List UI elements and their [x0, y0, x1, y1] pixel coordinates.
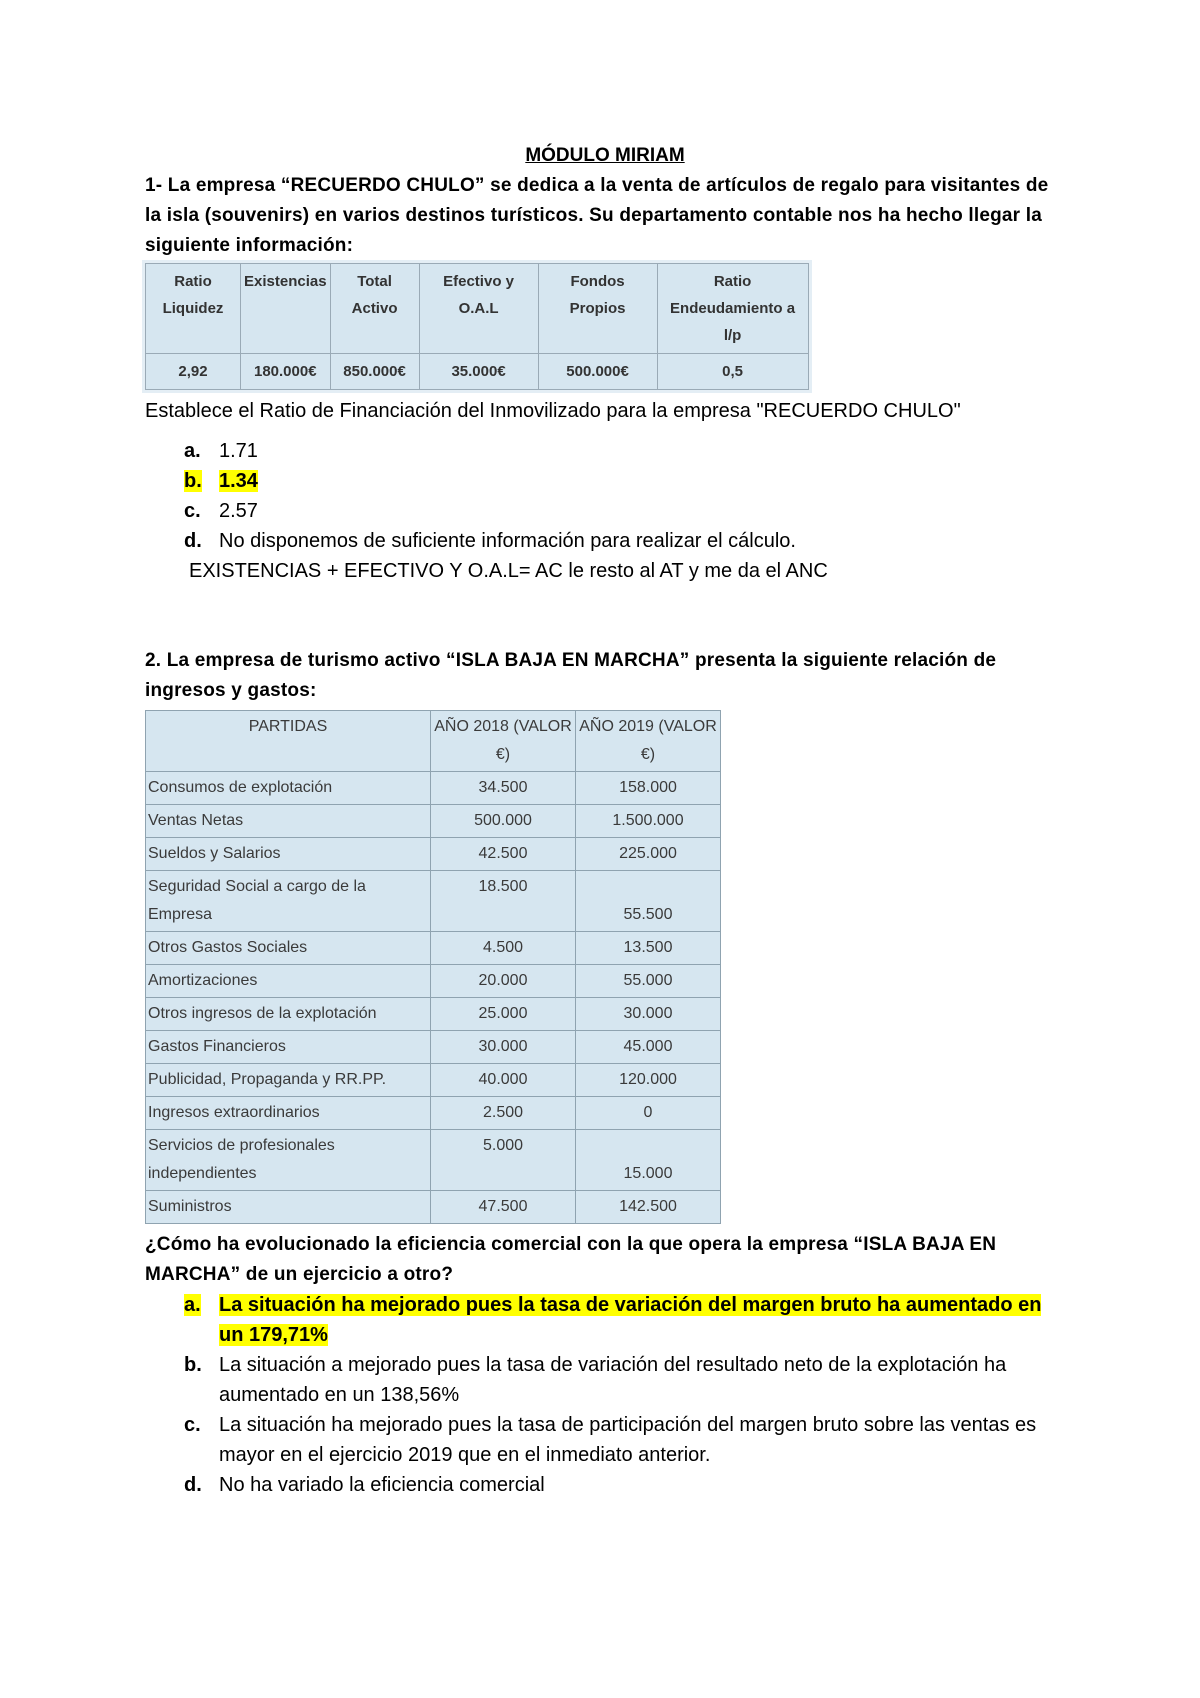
- question-1-prompt: Establece el Ratio de Financiación del Inmovilizado para la empresa "RECUERDO CHULO": [145, 400, 961, 422]
- table-header-cell: Fondos Propios: [538, 264, 657, 354]
- table-cell-label: Suministros: [146, 1191, 431, 1224]
- option-letter: b.: [184, 470, 202, 492]
- table-cell-2019: 1.500.000: [576, 805, 721, 838]
- table-cell-2018: 2.500: [431, 1097, 576, 1130]
- option-letter: a.: [184, 1294, 201, 1316]
- table-cell-2019: 55.000: [576, 965, 721, 998]
- table-cell: 180.000€: [241, 354, 331, 390]
- question-1-note: EXISTENCIAS + EFECTIVO Y O.A.L= AC le resto al AT y me da el ANC: [189, 560, 828, 582]
- table-cell-label: Publicidad, Propaganda y RR.PP.: [146, 1064, 431, 1097]
- table-cell-label: Gastos Financieros: [146, 1031, 431, 1064]
- table-cell-2018: 47.500: [431, 1191, 576, 1224]
- table-cell-label: Seguridad Social a cargo de la Empresa: [146, 871, 431, 932]
- table-row: [146, 838, 721, 871]
- option-text: La situación ha mejorado pues la tasa de variación del margen bruto ha aumentado en un 179,71%: [219, 1294, 1042, 1346]
- table-row: [146, 1097, 721, 1130]
- table-row: [146, 1064, 721, 1097]
- table-header-cell: AÑO 2018 (VALOR €): [431, 711, 576, 772]
- question-1-options: [145, 436, 1065, 556]
- option-text: No disponemos de suficiente información para realizar el cálculo.: [219, 530, 796, 552]
- option-letter: d.: [184, 530, 202, 552]
- table-cell-2018: 40.000: [431, 1064, 576, 1097]
- option-letter: b.: [184, 1354, 202, 1376]
- table-cell-2019: 0: [576, 1097, 721, 1130]
- option-text: La situación a mejorado pues la tasa de variación del resultado neto de la explotación ha aumentado en un 138,56%: [219, 1354, 1007, 1406]
- table-cell: 0,5: [657, 354, 808, 390]
- table-cell-2018: 34.500: [431, 772, 576, 805]
- option-b-correct: [184, 466, 1065, 496]
- table-cell-2019: 13.500: [576, 932, 721, 965]
- table-cell-2019: 30.000: [576, 998, 721, 1031]
- table-header-cell: Efectivo y O.A.L: [419, 264, 538, 354]
- table-cell: 2,92: [146, 354, 241, 390]
- table-row: [146, 965, 721, 998]
- table-cell-2018: 25.000: [431, 998, 576, 1031]
- table-header-row: [146, 264, 809, 354]
- table-cell-label: Servicios de profesionales independientes: [146, 1130, 431, 1191]
- table-cell-label: Amortizaciones: [146, 965, 431, 998]
- option-d: [184, 1470, 1065, 1500]
- table-header-cell: Ratio Endeudamiento a l/p: [657, 264, 808, 354]
- table-cell-2019: 15.000: [576, 1130, 721, 1191]
- table-cell-2018: 5.000: [431, 1130, 576, 1191]
- option-text: La situación ha mejorado pues la tasa de participación del margen bruto sobre las ventas es mayor en el ejercicio 2019 que en el inmediato anterior.: [219, 1414, 1037, 1466]
- table-header-cell: Existencias: [241, 264, 331, 354]
- option-b: [184, 1350, 1065, 1410]
- table-cell-2018: 500.000: [431, 805, 576, 838]
- table-cell-2019: 158.000: [576, 772, 721, 805]
- table-header-cell: AÑO 2019 (VALOR €): [576, 711, 721, 772]
- table-row: [146, 772, 721, 805]
- table-value-row: [146, 354, 809, 390]
- table-cell-2018: 30.000: [431, 1031, 576, 1064]
- table-cell-label: Otros Gastos Sociales: [146, 932, 431, 965]
- option-letter: c.: [184, 500, 201, 522]
- option-a-correct: [184, 1290, 1065, 1350]
- question-1-table: [145, 263, 809, 390]
- table-cell-label: Consumos de explotación: [146, 772, 431, 805]
- option-text: 1.71: [219, 440, 258, 462]
- table-row: [146, 871, 721, 932]
- option-text: 2.57: [219, 500, 258, 522]
- table-header-cell: Total Activo: [330, 264, 419, 354]
- table-body: [146, 772, 721, 1224]
- table-row: [146, 932, 721, 965]
- table-cell-2019: 55.500: [576, 871, 721, 932]
- question-2-options: [145, 1290, 1065, 1500]
- table-cell: 500.000€: [538, 354, 657, 390]
- question-2-text: 2. La empresa de turismo activo “ISLA BAJA EN MARCHA” presenta la siguiente relación de ingresos y gastos:: [145, 650, 997, 701]
- table-cell-2019: 45.000: [576, 1031, 721, 1064]
- table-row: [146, 805, 721, 838]
- table-cell-label: Ventas Netas: [146, 805, 431, 838]
- table-cell-2019: 120.000: [576, 1064, 721, 1097]
- table-cell-2018: 42.500: [431, 838, 576, 871]
- question-2-prompt: ¿Cómo ha evolucionado la eficiencia comercial con la que opera la empresa “ISLA BAJA EN MARCHA” de un ejercicio a otro?: [145, 1234, 997, 1285]
- table-row: [146, 1191, 721, 1224]
- option-c: [184, 1410, 1065, 1470]
- option-letter: a.: [184, 440, 201, 462]
- table-row: [146, 998, 721, 1031]
- option-c: [184, 496, 1065, 526]
- table-cell: 850.000€: [330, 354, 419, 390]
- table-header-row: [146, 711, 721, 772]
- option-text: No ha variado la eficiencia comercial: [219, 1474, 545, 1496]
- table-cell: 35.000€: [419, 354, 538, 390]
- table-row: [146, 1031, 721, 1064]
- question-1-text: 1- La empresa “RECUERDO CHULO” se dedica a la venta de artículos de regalo para visitantes de la isla (souvenirs) en varios destinos turísticos. Su departamento contable nos ha hecho llegar la siguiente información:: [145, 175, 1049, 256]
- option-letter: d.: [184, 1474, 202, 1496]
- page-title: MÓDULO MIRIAM: [525, 145, 685, 166]
- option-d: [184, 526, 1065, 556]
- table-cell-2019: 225.000: [576, 838, 721, 871]
- table-cell-label: Sueldos y Salarios: [146, 838, 431, 871]
- document-page: [145, 145, 1065, 1500]
- table-header-cell: Ratio Liquidez: [146, 264, 241, 354]
- table-cell-label: Otros ingresos de la explotación: [146, 998, 431, 1031]
- table-row: [146, 1130, 721, 1191]
- question-2-table: [145, 710, 721, 1224]
- table-cell-2019: 142.500: [576, 1191, 721, 1224]
- table-cell-2018: 20.000: [431, 965, 576, 998]
- table-cell-2018: 4.500: [431, 932, 576, 965]
- option-text: 1.34: [219, 470, 258, 492]
- table-header-cell: PARTIDAS: [146, 711, 431, 772]
- option-letter: c.: [184, 1414, 201, 1436]
- table-cell-2018: 18.500: [431, 871, 576, 932]
- table-cell-label: Ingresos extraordinarios: [146, 1097, 431, 1130]
- option-a: [184, 436, 1065, 466]
